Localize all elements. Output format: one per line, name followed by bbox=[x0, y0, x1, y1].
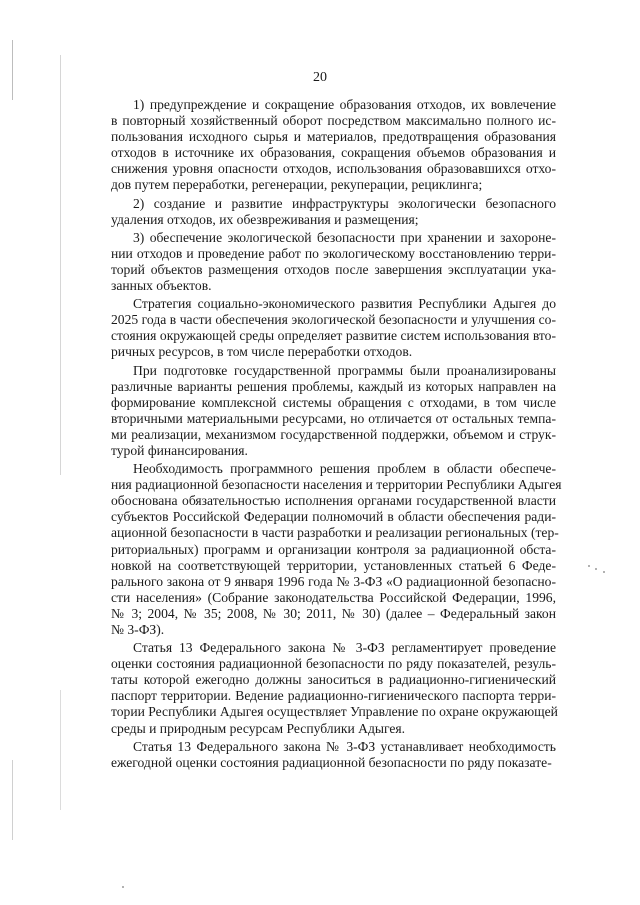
document-body bbox=[111, 97, 562, 773]
text-line: ния радиационной безопасности населения и территории Республики Адыгея bbox=[111, 477, 562, 493]
scan-margin-mark bbox=[12, 40, 13, 100]
text-line: № 3-ФЗ). bbox=[111, 622, 165, 637]
paragraph bbox=[111, 296, 556, 360]
paragraph bbox=[111, 739, 556, 771]
text-line: ми реализации, механизмом государственной поддержки, объемом и струк- bbox=[111, 426, 556, 442]
text-line: отходов в источнике их образования, сокращения объемов образования и bbox=[111, 145, 556, 161]
text-line: 1) предупреждение и сокращение образования отходов, их вовлечение bbox=[133, 97, 556, 112]
text-line: турой финансирования. bbox=[111, 442, 248, 458]
text-line: занных объектов. bbox=[111, 278, 212, 294]
text-line: 3) обеспечение экологической безопасности при хранении и захороне- bbox=[133, 229, 556, 245]
text-line: рального закона от 9 января 1996 года № 3-ФЗ «О радиационной безопасно- bbox=[111, 573, 556, 589]
paragraph bbox=[111, 461, 562, 638]
text-line: обоснована обязательностью исполнения органами государственной власти bbox=[111, 493, 556, 509]
text-line: тории Республики Адыгея осуществляет Управление по охране окружающей bbox=[111, 704, 558, 720]
paragraph bbox=[111, 230, 556, 294]
text-line: Стратегия социально-экономического развития Республики Адыгея до bbox=[133, 296, 556, 312]
text-line: ричных ресурсов, в том числе переработки отходов. bbox=[111, 344, 413, 360]
text-line: нии отходов и проведение работ по экологическому восстановлению терри- bbox=[111, 245, 556, 261]
text-line: формирование комплексной системы обращения с отходами, в том числе bbox=[111, 394, 556, 410]
text-line: сти населения» (Собрание законодательства Российской Федерации, 1996, bbox=[111, 589, 556, 605]
text-line: в повторный хозяйственный оборот посредством максимально полного ис- bbox=[111, 113, 556, 129]
text-line: удаления отходов, их обезвреживания и размещения; bbox=[111, 211, 419, 227]
text-line: таты которой ежегодно должны заноситься в радиационно-гигиенический bbox=[111, 672, 556, 688]
paragraph bbox=[111, 363, 556, 460]
scan-margin-mark bbox=[12, 760, 13, 840]
paragraph bbox=[111, 196, 556, 228]
text-line: 2) создание и развитие инфраструктуры экологически безопасного bbox=[133, 195, 556, 211]
text-line: торий объектов размещения отходов после завершения эксплуатации ука- bbox=[111, 261, 556, 277]
scan-margin-mark bbox=[60, 690, 61, 810]
text-line: Статья 13 Федерального закона № 3-ФЗ регламентирует проведение bbox=[133, 640, 556, 656]
text-line: риториальных) программ и организации контроля за радиационной обста- bbox=[111, 541, 556, 557]
scan-margin-mark bbox=[60, 55, 61, 475]
text-line: стояния окружающей среды определяет развитие систем использования вто- bbox=[111, 328, 556, 344]
text-line: среды и природным ресурсам Республики Адыгея. bbox=[111, 720, 406, 736]
scan-dot bbox=[603, 571, 605, 573]
text-line: вторичными материальными ресурсами, но отличается от остальных темпа- bbox=[111, 410, 556, 426]
paragraph bbox=[111, 97, 556, 194]
text-line: пользования исходного сырья и материалов, предотвращения образования bbox=[111, 129, 556, 145]
scan-dot bbox=[122, 886, 124, 888]
text-line: Статья 13 Федерального закона № 3-ФЗ устанавливает необходимость bbox=[133, 738, 556, 754]
scan-dot bbox=[595, 568, 597, 570]
text-line: новкой на соответствующей территории, установленных статьей 6 Феде- bbox=[111, 557, 556, 573]
paragraph bbox=[111, 640, 556, 737]
text-line: № 3; 2004, № 35; 2008, № 30; 2011, № 30) (далее – Федеральный закон bbox=[111, 605, 556, 621]
text-line: При подготовке государственной программы были проанализированы bbox=[133, 362, 556, 378]
text-line: Необходимость программного решения проблем в области обеспече- bbox=[133, 461, 556, 477]
text-line: ационной безопасности в части разработки и реализации региональных (тер- bbox=[111, 525, 559, 541]
text-line: дов путем переработки, регенерации, рекуперации, рециклинга; bbox=[111, 177, 483, 193]
text-line: снижения уровня опасности отходов, использования образовавшихся отхо- bbox=[111, 161, 556, 177]
text-line: различные варианты решения проблемы, каждый из которых направлен на bbox=[111, 378, 556, 394]
page-number: 20 bbox=[313, 70, 327, 85]
text-line: оценки состояния радиационной безопасности по ряду показателей, резуль- bbox=[111, 656, 556, 672]
text-line: ежегодной оценки состояния радиационной безопасности по ряду показате- bbox=[111, 754, 552, 770]
text-line: субъектов Российской Федерации полномочий в области обеспечения ради- bbox=[111, 509, 556, 525]
text-line: 2025 года в части обеспечения экологической безопасности и улучшения со- bbox=[111, 312, 556, 328]
scan-dot bbox=[588, 565, 590, 567]
text-line: паспорт территории. Ведение радиационно-гигиенического паспорта терри- bbox=[111, 688, 556, 704]
